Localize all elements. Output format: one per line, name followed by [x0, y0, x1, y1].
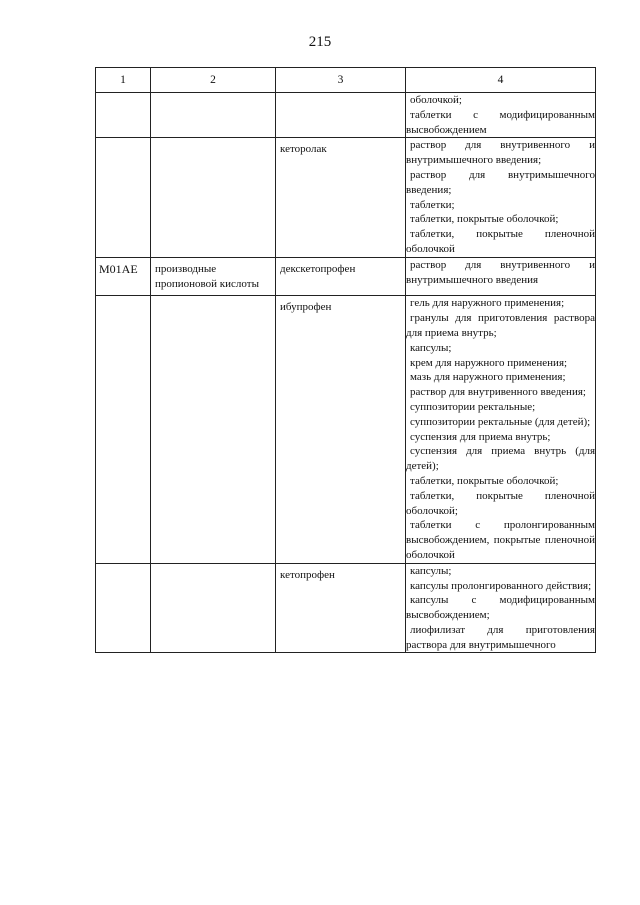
drug-name-cell — [276, 138, 406, 257]
dosage-form-item: капсулы пролонгированного действия; — [410, 579, 592, 592]
table-body — [96, 93, 596, 653]
dosage-form-item: капсулы с модифицированным высвобождением; — [406, 594, 595, 622]
drug-name-cell — [276, 296, 406, 563]
dosage-form-item: раствор для внутривенного и внутримышечного введения — [406, 258, 595, 286]
table-row — [96, 138, 596, 257]
dosage-form-item: гранулы для приготовления раствора для приема внутрь; — [406, 312, 595, 339]
table-row — [96, 93, 596, 138]
group-name-cell-text — [151, 296, 275, 304]
drug-name-cell — [276, 257, 406, 296]
dosage-form-item: раствор для внутримышечного введения; — [406, 168, 595, 196]
dosage-form-item: таблетки, покрытые пленочной оболочкой; — [406, 489, 595, 517]
dosage-form-item: таблетки, покрытые оболочкой; — [410, 213, 559, 226]
dosage-form-item: лиофилизат для приготовления раствора для внутримышечного — [406, 623, 595, 651]
atc-code-cell-text — [96, 93, 150, 101]
dosage-form-item: крем для наружного применения; — [410, 356, 568, 369]
page-number: 215 — [308, 34, 332, 50]
dosage-form-item: капсулы; — [410, 341, 452, 354]
table-row — [96, 257, 596, 296]
atc-code-cell — [96, 138, 151, 257]
dosage-form-item: раствор для внутривенного введения; — [410, 386, 586, 399]
column-header: 2 — [151, 68, 276, 93]
dosage-forms-cell — [406, 138, 596, 257]
dosage-form-item: таблетки, покрытые пленочной оболочкой — [406, 228, 595, 255]
drug-name-cell — [276, 563, 406, 653]
drug-table — [95, 67, 596, 653]
group-name-cell — [151, 563, 276, 653]
dosage-form-item: капсулы; — [410, 564, 452, 577]
drug-name-cell-text — [276, 93, 405, 101]
drug-name-cell-text: декскетопрофен — [280, 262, 356, 275]
dosage-forms-cell — [406, 257, 596, 296]
table-header-row — [96, 68, 596, 93]
group-name-cell-text: производные пропионовой кислоты — [155, 262, 259, 290]
atc-code-cell-text — [96, 296, 150, 304]
dosage-form-item: суспензия для приема внутрь; — [410, 430, 551, 443]
group-name-cell — [151, 138, 276, 257]
dosage-form-item: суппозитории ректальные; — [410, 400, 536, 413]
atc-code-cell — [96, 257, 151, 296]
dosage-form-item: суппозитории ректальные (для детей); — [410, 415, 591, 428]
column-header: 3 — [276, 68, 406, 93]
dosage-form-item: таблетки с пролонгированным высвобождением, покрытые пленочной оболочкой — [406, 519, 595, 561]
dosage-forms-cell — [406, 563, 596, 653]
column-header: 1 — [96, 68, 151, 93]
column-header: 4 — [406, 68, 596, 93]
drug-name-cell-text: кеторолак — [280, 143, 327, 156]
drug-name-cell-text: кетопрофен — [280, 568, 335, 581]
dosage-form-item: мазь для наружного применения; — [410, 371, 566, 384]
atc-code-cell-text — [96, 138, 150, 146]
drug-name-cell — [276, 93, 406, 138]
group-name-cell-text — [151, 564, 275, 572]
dosage-form-item: таблетки, покрытые оболочкой; — [410, 474, 559, 487]
table-row — [96, 563, 596, 653]
group-name-cell — [151, 93, 276, 138]
table-row — [96, 296, 596, 563]
dosage-form-item: оболочкой; — [410, 94, 462, 106]
dosage-form-item: таблетки с модифицированным высвобождением — [406, 108, 595, 136]
atc-code-cell-text: M01AE — [99, 261, 138, 276]
dosage-forms-cell — [406, 93, 596, 138]
dosage-forms-cell — [406, 296, 596, 563]
group-name-cell-text — [151, 138, 275, 146]
atc-code-cell-text — [96, 564, 150, 572]
group-name-cell-text — [151, 93, 275, 101]
atc-code-cell — [96, 296, 151, 563]
drug-name-cell-text: ибупрофен — [280, 301, 332, 314]
dosage-form-item: раствор для внутривенного и внутримышечного введения; — [406, 139, 595, 167]
atc-code-cell — [96, 93, 151, 138]
dosage-form-item: гель для наружного применения; — [410, 297, 565, 310]
dosage-form-item: суспензия для приема внутрь (для детей); — [406, 445, 595, 473]
group-name-cell — [151, 257, 276, 296]
group-name-cell — [151, 296, 276, 563]
dosage-form-item: таблетки; — [410, 198, 455, 211]
atc-code-cell — [96, 563, 151, 653]
